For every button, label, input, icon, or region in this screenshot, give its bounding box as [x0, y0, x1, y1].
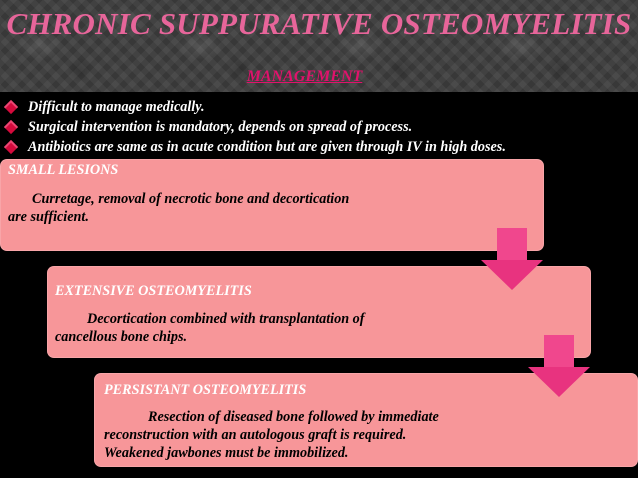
- bullet-item: [4, 97, 634, 117]
- step-heading: SMALL LESIONS: [8, 162, 119, 178]
- diamond-bullet-icon: [4, 120, 18, 134]
- step-heading: PERSISTANT OSTEOMYELITIS: [104, 382, 307, 398]
- slide-title: CHRONIC SUPPURATIVE OSTEOMYELITIS: [6, 6, 632, 41]
- down-arrow-icon: [481, 228, 543, 290]
- step-line: Decortication combined with transplantation of: [87, 311, 365, 327]
- bullet-text: Surgical intervention is mandatory, depends on spread of process.: [28, 119, 413, 135]
- step-line: Weakened jawbones must be immobilized.: [104, 445, 349, 461]
- slide-subtitle: MANAGEMENT: [246, 68, 363, 85]
- step-line: reconstruction with an autologous graft is required.: [104, 427, 407, 443]
- step-line: are sufficient.: [8, 209, 89, 225]
- step-body: [8, 190, 349, 226]
- step-line: Resection of diseased bone followed by immediate: [148, 409, 439, 425]
- bullet-text: Antibiotics are same as in acute condition but are given through IV in high doses.: [28, 139, 506, 155]
- step-body: [55, 310, 364, 346]
- step-body: [104, 408, 439, 462]
- step-box-small-lesions: [0, 159, 544, 251]
- step-heading: EXTENSIVE OSTEOMYELITIS: [55, 283, 252, 299]
- bullet-list: [4, 97, 634, 157]
- step-line: Curretage, removal of necrotic bone and decortication: [32, 191, 350, 207]
- step-line: cancellous bone chips.: [55, 329, 188, 345]
- diamond-bullet-icon: [4, 100, 18, 114]
- bullet-text: Difficult to manage medically.: [28, 99, 205, 115]
- bullet-item: [4, 117, 634, 137]
- diamond-bullet-icon: [4, 140, 18, 154]
- down-arrow-icon: [528, 335, 590, 397]
- bullet-item: [4, 137, 634, 157]
